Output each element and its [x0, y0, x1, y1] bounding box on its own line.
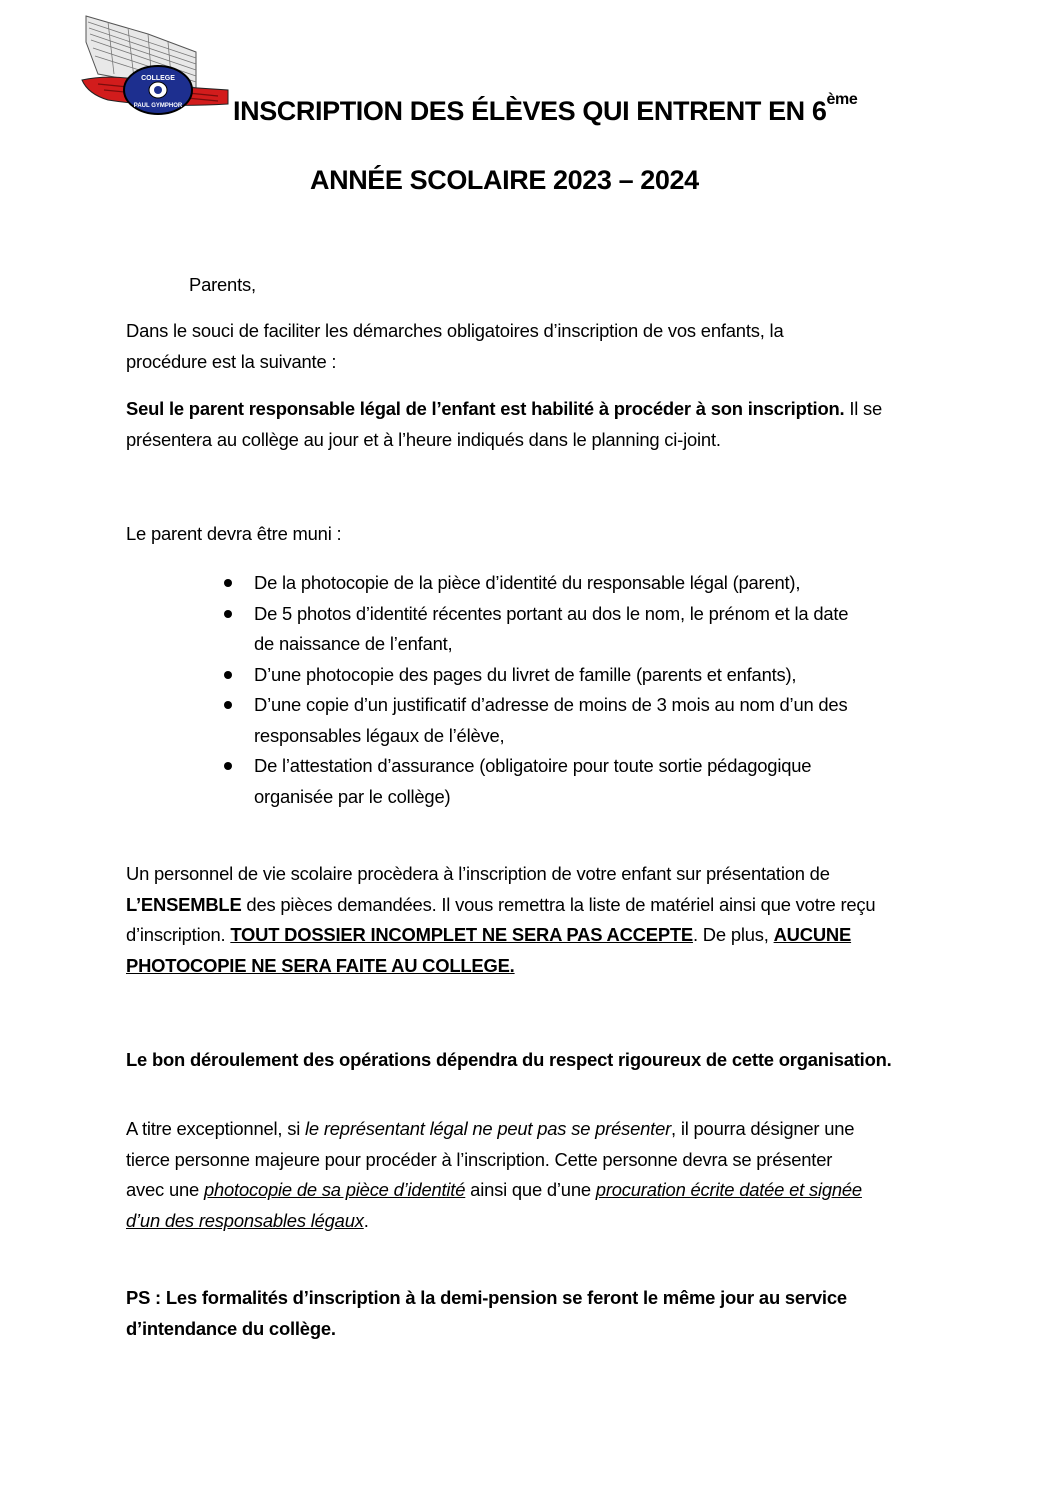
- exception-paragraph: [126, 1114, 936, 1236]
- ps-line-2: d’intendance du collège.: [126, 1317, 336, 1339]
- personnel-paragraph: [126, 859, 936, 981]
- exception-responsables: d’un des responsables légaux: [126, 1209, 364, 1231]
- personnel-line-2: des pièces demandées. Il vous remettra la liste de matériel ainsi que votre reçu: [241, 893, 876, 915]
- list-item-text: D’une copie d’un justificatif d’adresse de moins de 3 mois au nom d’un des: [254, 694, 848, 715]
- list-item-text-cont: organisée par le collège): [254, 785, 451, 807]
- ensemble-bold: L’ENSEMBLE: [126, 893, 242, 915]
- exception-text-d: avec une: [126, 1179, 204, 1200]
- list-item: [200, 568, 920, 599]
- responsable-paragraph: [126, 394, 936, 455]
- title-text: INSCRIPTION DES ÉLÈVES QUI ENTRENT EN 6: [233, 96, 827, 126]
- exception-piece-identite: photocopie de sa pièce d’identité: [203, 1179, 466, 1200]
- list-item-text: De la photocopie de la pièce d’identité du responsable légal (parent),: [254, 572, 801, 593]
- logo-text-top: COLLEGE: [141, 75, 175, 82]
- intro-line-2: procédure est la suivante :: [126, 350, 337, 372]
- incomplet-warning: TOUT DOSSIER INCOMPLET NE SERA PAS ACCEPTE: [230, 924, 693, 945]
- personnel-line-1: Un personnel de vie scolaire procèdera à l’inscription de votre enfant sur présentation de: [126, 863, 830, 884]
- responsable-line-2: présentera au collège au jour et à l’heure indiqués dans le planning ci-joint.: [126, 428, 721, 450]
- bon-deroulement: Le bon déroulement des opérations dépendra du respect rigoureux de cette organisation.: [126, 1049, 892, 1070]
- exception-line-2: tierce personne majeure pour procéder à l’inscription. Cette personne devra se présenter: [126, 1148, 833, 1170]
- college-logo: [78, 12, 238, 132]
- list-item-text-cont: de naissance de l’enfant,: [254, 633, 453, 654]
- page-subtitle: ANNÉE SCOLAIRE 2023 – 2024: [310, 165, 699, 195]
- ps-line-1: PS : Les formalités d’inscription à la demi-pension se feront le même jour au service: [126, 1287, 847, 1308]
- exception-italic: le représentant légal ne peut pas se présenter: [305, 1118, 672, 1139]
- personnel-line-3-start: d’inscription.: [126, 924, 231, 945]
- responsable-bold: Seul le parent responsable légal de l’enfant est habilité à procéder à son inscription.: [126, 398, 845, 419]
- ps-paragraph: [126, 1283, 936, 1344]
- list-item: [200, 751, 920, 812]
- photocopie-warning: PHOTOCOPIE NE SERA FAITE AU COLLEGE.: [126, 954, 515, 976]
- intro-paragraph: [126, 316, 936, 377]
- salutation: Parents,: [189, 274, 256, 295]
- page-title: [233, 91, 858, 127]
- exception-procuration: procuration écrite datée et signée: [595, 1179, 862, 1200]
- intro-line-1: Dans le souci de faciliter les démarches obligatoires d’inscription de vos enfants, la: [126, 320, 784, 341]
- exception-text-f: ainsi que d’une: [465, 1179, 596, 1200]
- list-item-text: D’une photocopie des pages du livret de famille (parents et enfants),: [254, 663, 797, 685]
- deplus-text: . De plus,: [692, 924, 774, 945]
- list-item: [200, 599, 920, 660]
- exception-end: .: [363, 1209, 369, 1231]
- muni-text: Le parent devra être muni :: [126, 523, 342, 544]
- logo-text-bottom: PAUL GYMPHOR: [133, 103, 183, 109]
- exception-text-c: , il pourra désigner une: [671, 1118, 855, 1139]
- responsable-rest: Il se: [844, 398, 883, 419]
- list-item: [200, 660, 920, 691]
- title-superscript: ème: [826, 91, 858, 108]
- list-item-text: De l’attestation d’assurance (obligatoire pour toute sortie pédagogique: [254, 755, 812, 776]
- exception-text-a: A titre exceptionnel, si: [126, 1118, 306, 1139]
- list-item-text: De 5 photos d’identité récentes portant au dos le nom, le prénom et la date: [254, 602, 849, 624]
- documents-list: [200, 568, 920, 812]
- list-item: [200, 690, 920, 751]
- list-item-text-cont: responsables légaux de l’élève,: [254, 724, 505, 746]
- aucune-warning: AUCUNE: [773, 924, 852, 945]
